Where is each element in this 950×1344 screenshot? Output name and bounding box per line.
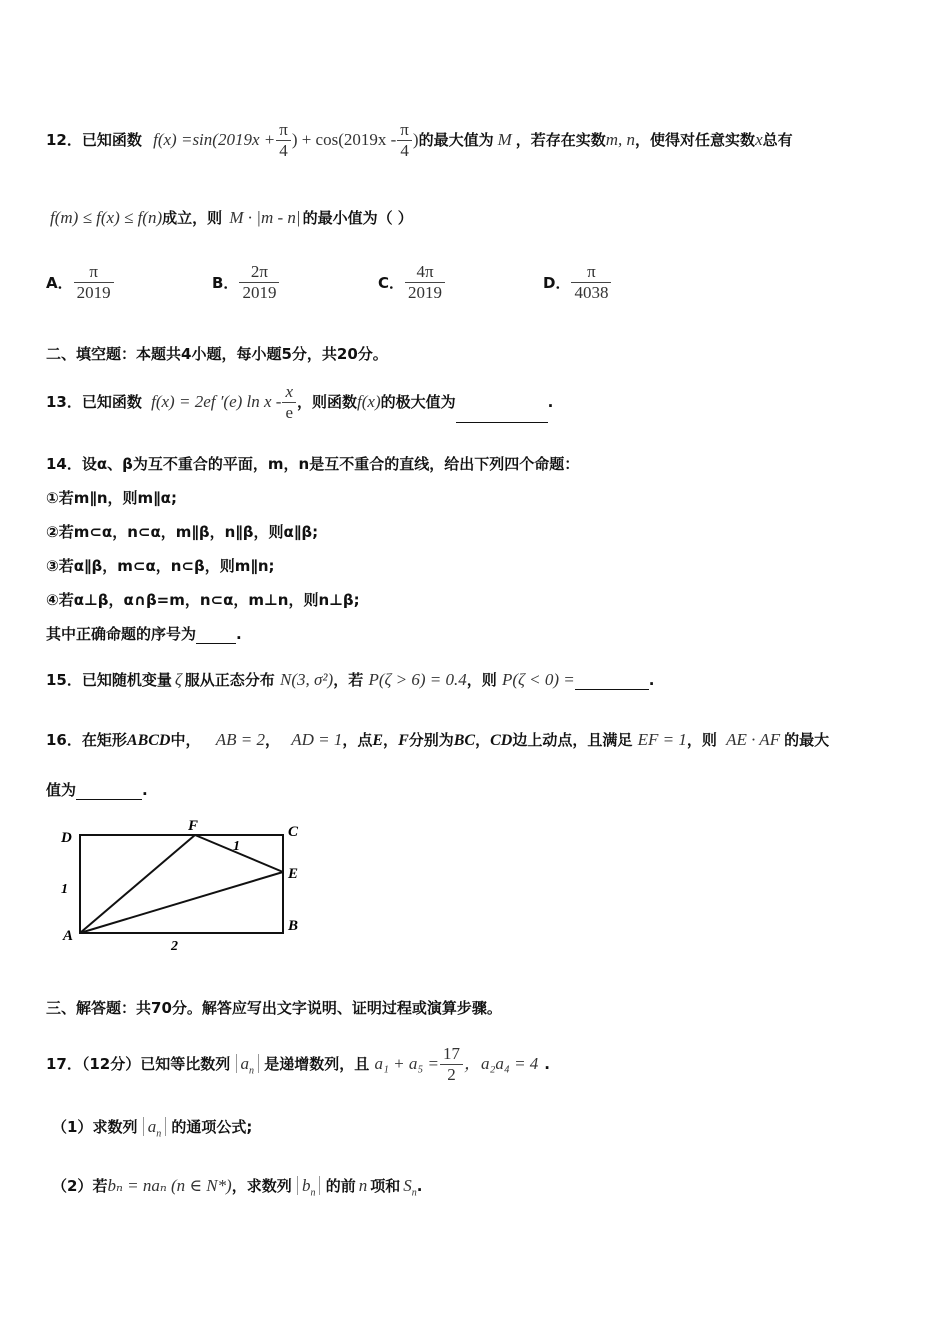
label-d: D: [61, 830, 72, 846]
q15-prob2: P(ζ < 0) =: [501, 670, 575, 689]
q14-answer-blank[interactable]: [196, 627, 236, 644]
q17-part2: （2）若bₙ = naₙ (n ∈ N*)，求数列 $b_n$ 的前 n 项和 $S_n$.: [52, 1176, 423, 1199]
label-c: C: [288, 824, 299, 840]
label-b: B: [288, 918, 299, 934]
q12-line2: f(m) ≤ f(x) ≤ f(n)成立，则 M · |m - n| 的最小值为（ ）: [50, 208, 413, 227]
label-a: A: [63, 928, 74, 944]
q16-answer-blank[interactable]: [76, 783, 142, 800]
q12-inequality: f(m) ≤ f(x) ≤ f(n): [50, 208, 163, 227]
label-one-left: 1: [61, 882, 68, 897]
q15: 15．已知随机变量 ζ 服从正态分布 N(3, σ²)，若 P(ζ > 6) = 0.4，则 P(ζ < 0) = .: [46, 670, 655, 689]
q12-option-c[interactable]: C． $\frac{4\pi}{2019}$: [378, 262, 446, 303]
q12-formula-cos: ) + cos(2019x -: [291, 130, 397, 149]
label-one-fe: 1: [233, 839, 240, 854]
q15-answer-blank[interactable]: [575, 671, 649, 690]
q13-formula: f(x) = 2ef ′(e) ln x -: [151, 392, 282, 411]
q14-item-1: ①若m∥n，则m∥α;: [46, 489, 177, 507]
q13-frac: $\frac{x}{e}$: [282, 382, 296, 423]
q13: 13．已知函数 f(x) = 2ef ′(e) ln x - $\frac{x}{e}$ ，则函数f(x)的极大值为 .: [46, 382, 554, 422]
section2-heading: 二、填空题：本题共4小题，每小题5分，共20分。: [46, 345, 388, 363]
q14-item-2: ②若m⊂α，n⊂α，m∥β，n∥β，则α∥β;: [46, 523, 319, 541]
q17-cond1: a₁ + a₅ =: [374, 1054, 439, 1073]
q17-stem: 17．（12分）已知等比数列 $a_n$ 是递增数列，且 a₁ + a₅ = $\frac{17}{2}$ ，a₂a₄ = 4 .: [46, 1044, 550, 1084]
q12-intro: 已知函数: [81, 131, 142, 149]
q12-text1: 的最大值为: [418, 131, 494, 149]
q12-option-b[interactable]: B． $\frac{2\pi}{2019}$: [212, 262, 280, 303]
q12-frac2: $\frac{\pi}{4}$: [397, 120, 412, 161]
q16-line2: 值为 .: [46, 781, 148, 799]
rectangle-figure: [55, 815, 315, 955]
q17-bn-def: bₙ = naₙ (n ∈ N*): [107, 1176, 232, 1195]
segment-af: [80, 835, 195, 933]
segment-ae: [80, 872, 283, 933]
q15-distribution: N(3, σ²): [280, 670, 334, 689]
label-two: 2: [171, 939, 178, 954]
q16-line1: 16．在矩形ABCD中， AB = 2， AD = 1，点E，F分别为BC，CD边上动点，且满足 EF = 1，则 AE · AF 的最大: [46, 730, 830, 749]
q12-option-d[interactable]: D． $\frac{\pi}{4038}$: [543, 262, 612, 303]
q15-prob1: P(ζ > 6) = 0.4: [368, 670, 467, 689]
section3-heading: 三、解答题：共70分。解答应写出文字说明、证明过程或演算步骤。: [46, 999, 502, 1017]
q13-answer-blank[interactable]: [456, 404, 548, 423]
q14-stem: 14．设α、β为互不重合的平面，m，n是互不重合的直线，给出下列四个命题：: [46, 455, 580, 473]
q17-seq-an: $a_n$: [236, 1054, 260, 1073]
q12-number: 12．: [46, 131, 82, 149]
q12-formula-lhs: f(x) =sin(2019x +: [153, 130, 276, 149]
q12-option-a[interactable]: A． $\frac{\pi}{2019}$: [46, 262, 115, 303]
rect-abcd: [80, 835, 283, 933]
q12-line1: 12．已知函数 f(x) =sin(2019x + $\frac{\pi}{4}$ ) + cos(2019x - $\frac{\pi}{4}$ )的最大值为 M ，若存在实数m, n，使得对任意实数x总有: [46, 120, 793, 160]
q17-part1: （1）求数列 $a_n$ 的通项公式;: [52, 1117, 253, 1140]
q14-item-3: ③若α∥β，m⊂α，n⊂β，则m∥n;: [46, 557, 275, 575]
q14-item-4: ④若α⊥β，α∩β=m，n⊂α，m⊥n，则n⊥β;: [46, 591, 360, 609]
q17-cond2: ，a₂a₄ = 4: [464, 1054, 539, 1073]
q12-expr: M · |m - n|: [229, 208, 301, 227]
label-f: F: [188, 818, 199, 834]
q17-frac: $\frac{17}{2}$: [440, 1044, 463, 1085]
q14-tail: 其中正确命题的序号为 .: [46, 625, 242, 643]
label-e: E: [288, 866, 299, 882]
q12-frac1: $\frac{\pi}{4}$: [276, 120, 291, 161]
